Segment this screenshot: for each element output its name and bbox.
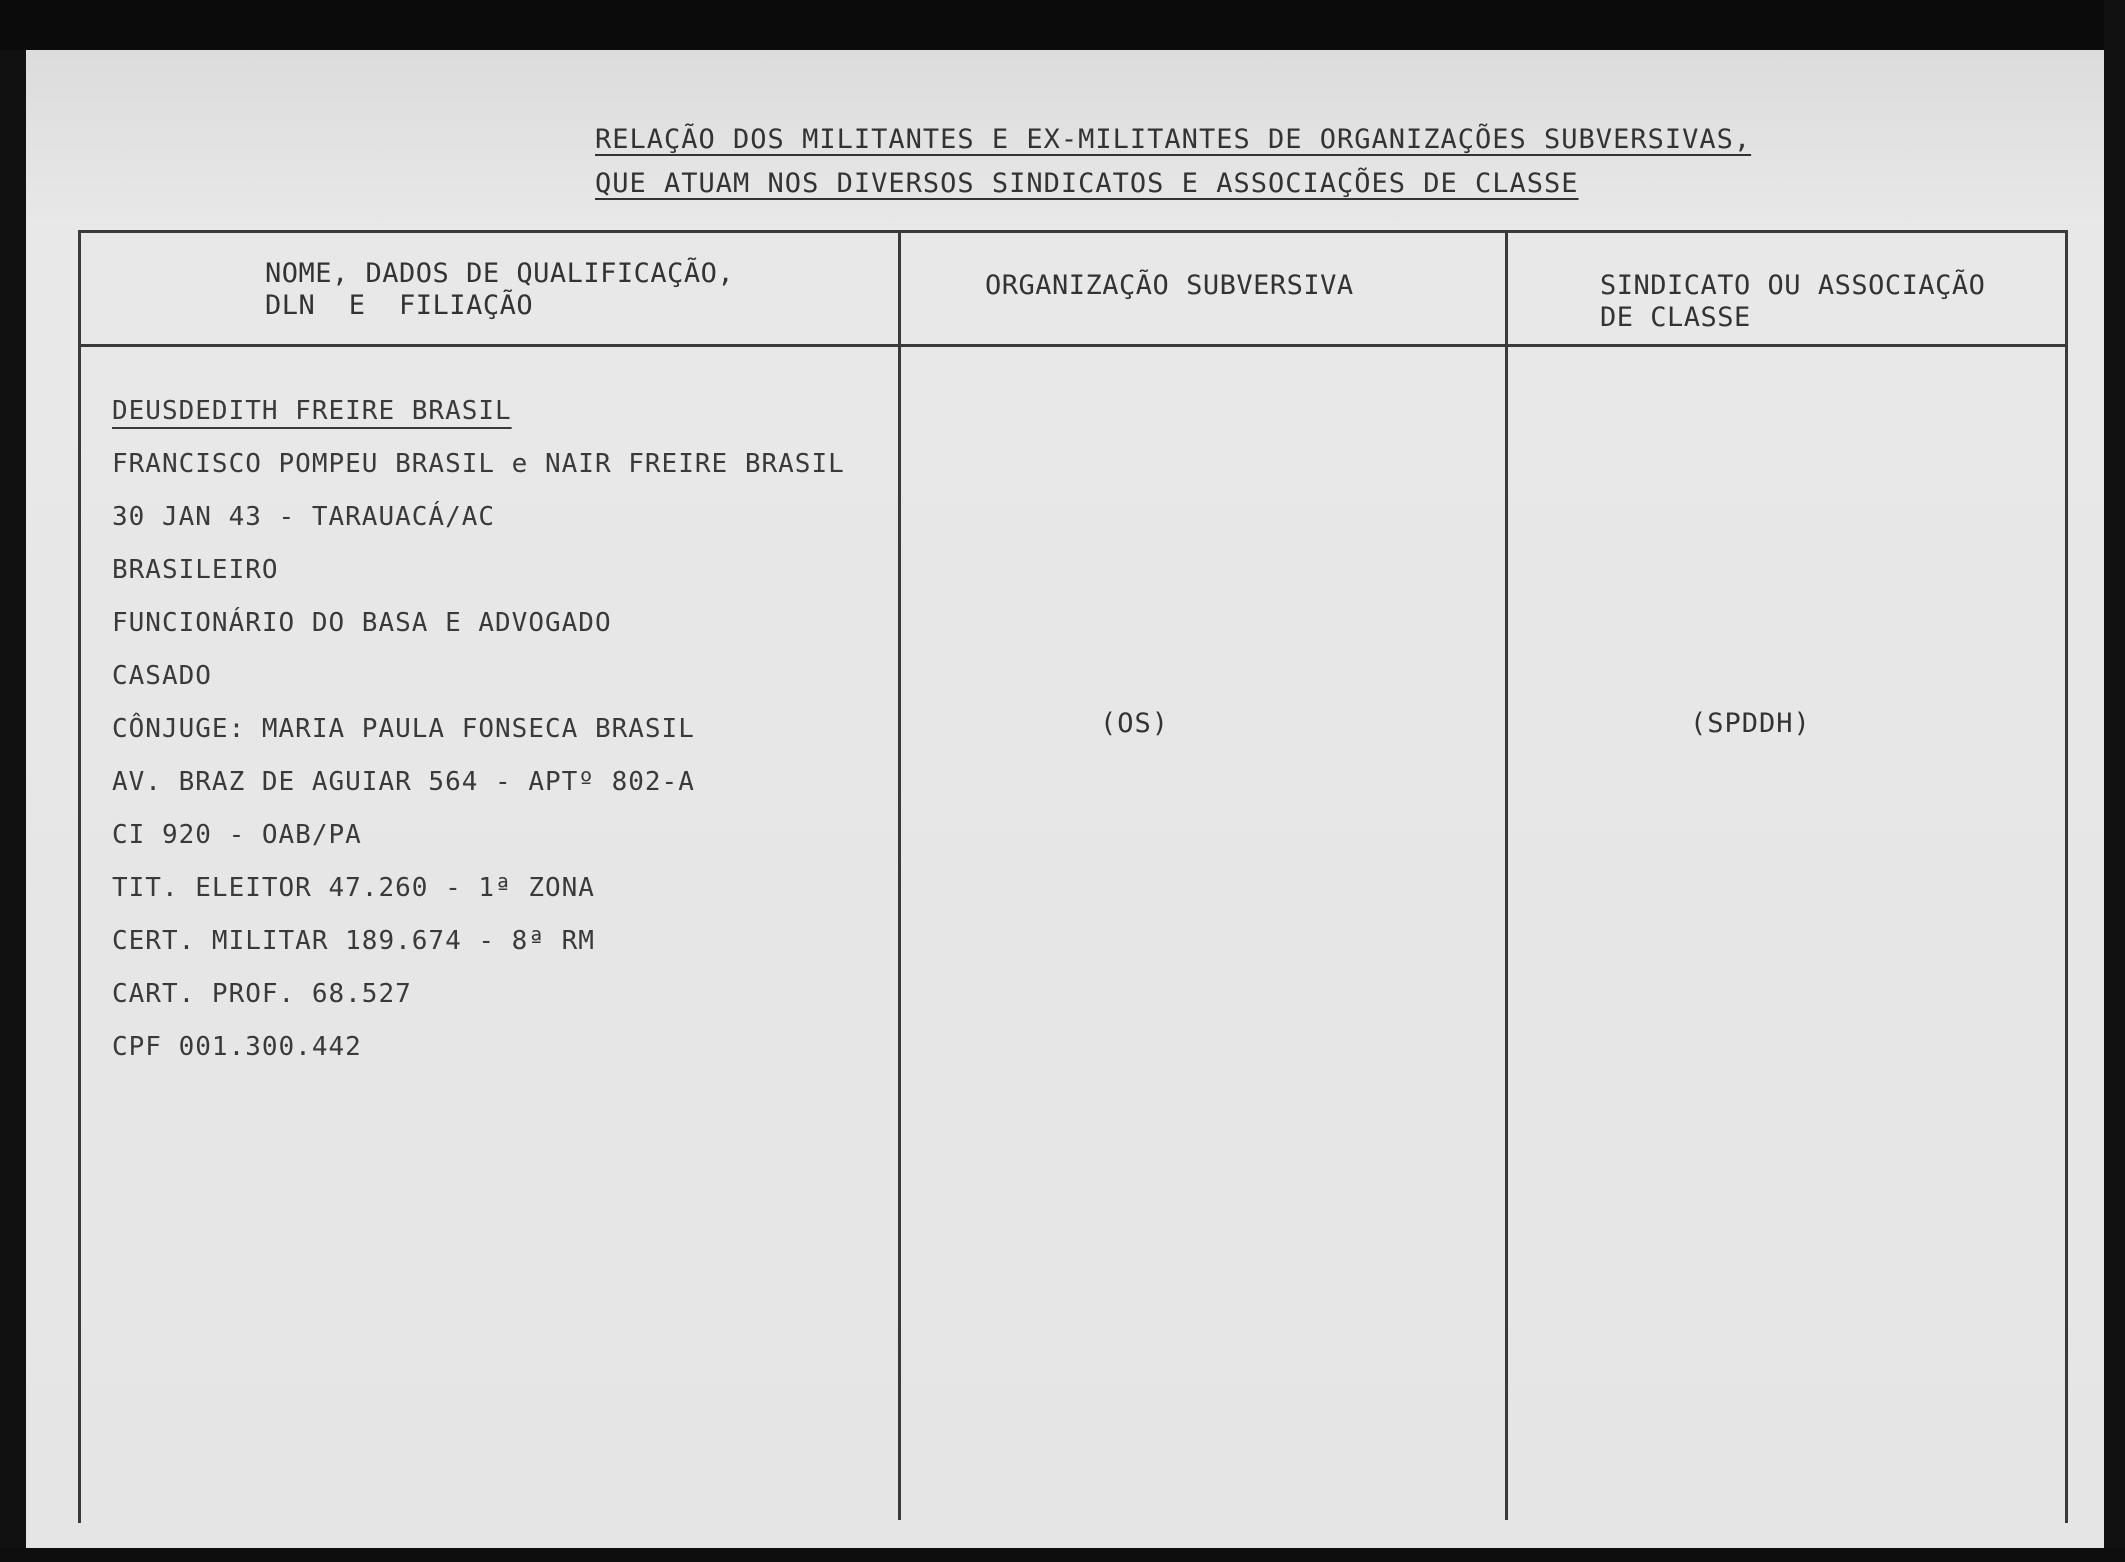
- scan-left-border: [0, 50, 26, 1562]
- sindicato-value: (SPDDH): [1690, 708, 1811, 739]
- column-divider-2: [1505, 230, 1508, 1520]
- list-item: CERT. MILITAR 189.674 - 8ª RM: [112, 926, 595, 956]
- list-item: CÔNJUGE: MARIA PAULA FONSECA BRASIL: [112, 714, 695, 744]
- list-item: TIT. ELEITOR 47.260 - 1ª ZONA: [112, 873, 595, 903]
- list-item: FUNCIONÁRIO DO BASA E ADVOGADO: [112, 608, 612, 638]
- table-header-divider: [78, 344, 2065, 347]
- heading-line-2: QUE ATUAM NOS DIVERSOS SINDICATOS E ASSOCIAÇÕES DE CLASSE: [595, 168, 1579, 199]
- list-item: CASADO: [112, 661, 212, 691]
- list-item: CI 920 - OAB/PA: [112, 820, 362, 850]
- list-item: 30 JAN 43 - TARAUACÁ/AC: [112, 502, 496, 532]
- person-name: DEUSDEDITH FREIRE BRASIL: [112, 396, 512, 426]
- list-item: AV. BRAZ DE AGUIAR 564 - APTº 802-A: [112, 767, 695, 797]
- person-details-list: [112, 385, 845, 1074]
- organizacao-value: (OS): [1100, 708, 1170, 739]
- heading-line-1: RELAÇÃO DOS MILITANTES E EX-MILITANTES DE ORGANIZAÇÕES SUBVERSIVAS,: [595, 124, 1752, 155]
- column-divider-1: [898, 230, 901, 1520]
- list-item: BRASILEIRO: [112, 555, 279, 585]
- list-item: FRANCISCO POMPEU BRASIL e NAIR FREIRE BRASIL: [112, 449, 845, 479]
- list-item: CPF 001.300.442: [112, 1032, 362, 1062]
- column-header-nome: NOME, DADOS DE QUALIFICAÇÃO, DLN E FILIAÇÃO: [265, 258, 735, 321]
- list-item: CART. PROF. 68.527: [112, 979, 412, 1009]
- document-heading: [595, 118, 1751, 206]
- scan-bottom-border: [0, 1548, 2125, 1562]
- column-header-organizacao: ORGANIZAÇÃO SUBVERSIVA: [985, 270, 1354, 301]
- scan-right-border: [2104, 0, 2125, 1562]
- column-header-sindicato: SINDICATO OU ASSOCIAÇÃO DE CLASSE: [1600, 270, 1986, 333]
